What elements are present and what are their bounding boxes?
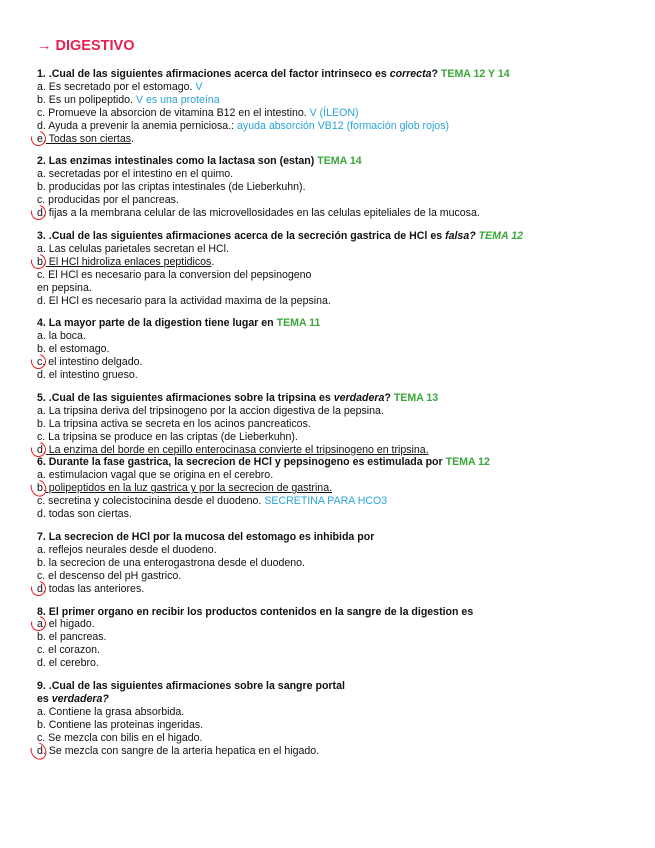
- option-a: a. la boca.: [37, 330, 86, 343]
- option-a: a. Las celulas parietales secretan el HCl.: [37, 242, 229, 255]
- option-b: b. La tripsina activa se secreta en los acinos pancreaticos.: [37, 417, 311, 430]
- question-text: 8. El primer organo en recibir los productos contenidos en la sangre de la digestion es: [37, 605, 474, 618]
- option-d-selected: d. fijas a la membrana celular de las microvellosidades en las celulas epiteliales de la mucosa.: [37, 207, 637, 220]
- document-page: [37, 38, 637, 768]
- option-c-continued: en pepsina.: [37, 281, 92, 294]
- question-text: 5. .Cual de las siguientes afirmaciones sobre la tripsina es verdadera? TEMA 13: [37, 391, 439, 404]
- question-7: [37, 531, 637, 596]
- option-b: b. la secrecion de una enterogastrona desde el duodeno.: [37, 556, 305, 569]
- question-text: 4. La mayor parte de la digestion tiene lugar en TEMA 11: [37, 317, 321, 330]
- question-1: [37, 68, 637, 145]
- option-c: c. producidas por el pancreas.: [37, 194, 179, 207]
- option-b: b. Contiene las proteinas ingeridas.: [37, 718, 204, 731]
- topic-tag: TEMA 11: [276, 317, 321, 330]
- topic-tag: TEMA 12: [445, 456, 490, 469]
- option-b: b. producidas por las criptas intestinales (de Lieberkuhn).: [37, 181, 306, 194]
- question-5: [37, 392, 637, 457]
- question-2: [37, 155, 637, 220]
- option-b-selected: b. polipeptidos en la luz gastrica y por la secrecion de gastrina.: [37, 482, 637, 495]
- option-b: b. el estomago.: [37, 343, 110, 356]
- question-9: [37, 680, 637, 757]
- question-3: [37, 230, 637, 307]
- option-c: c. La tripsina se produce en las criptas (de Lieberkuhn).: [37, 430, 298, 443]
- option-c-selected: c. el intestino delgado.: [37, 356, 637, 369]
- option-c: c. el corazon.: [37, 644, 101, 657]
- option-a: a. La tripsina deriva del tripsinogeno por la accion digestiva de la pepsina.: [37, 404, 384, 417]
- question-4: [37, 317, 637, 382]
- handwritten-note: SECRETINA PARA HCO3: [261, 495, 388, 508]
- handwritten-note: ayuda absorción VB12 (formación glob rojos): [234, 119, 450, 132]
- page-title: → DIGESTIVO: [37, 38, 135, 54]
- option-d-selected: d. La enzima del borde en cepillo enterocinasa convierte el tripsinogeno en tripsina.: [37, 444, 637, 457]
- option-d: d. Ayuda a prevenir la anemia perniciosa.: ayuda absorción VB12 (formación glob rojos): [37, 119, 450, 132]
- question-text: 2. Las enzimas intestinales como la lactasa son (estan) TEMA 14: [37, 155, 362, 168]
- option-c: c. Se mezcla con bilis en el higado.: [37, 731, 203, 744]
- option-c: c. El HCl es necesario para la conversion del pepsinogeno: [37, 268, 312, 281]
- question-text: 1. .Cual de las siguientes afirmaciones acerca del factor intrinseco es correcta? TEMA 12 Y 14: [37, 68, 510, 80]
- option-d: d. el intestino grueso.: [37, 369, 138, 382]
- option-b: b. Es un polipeptido. V es una proteína: [37, 93, 220, 106]
- question-6: [37, 456, 637, 521]
- option-a-selected: a. el higado.: [37, 618, 637, 631]
- question-text: 3. .Cual de las siguientes afirmaciones acerca de la secreción gastrica de HCl es falsa? TEMA 12: [37, 229, 523, 242]
- question-text: 9. .Cual de las siguientes afirmaciones sobre la sangre portal: [37, 680, 345, 693]
- option-a: a. estimulacion vagal que se origina en el cerebro.: [37, 469, 274, 482]
- option-b: b. el pancreas.: [37, 631, 107, 644]
- question-text: 7. La secrecion de HCl por la mucosa del estomago es inhibida por: [37, 531, 375, 543]
- option-c: c. el descenso del pH gastrico.: [37, 569, 182, 582]
- topic-tag: TEMA 14: [317, 155, 362, 168]
- option-d-selected: d. todas las anteriores.: [37, 583, 637, 596]
- topic-tag: TEMA 12: [475, 229, 523, 242]
- option-a: a. Contiene la grasa absorbida.: [37, 705, 185, 718]
- handwritten-note: V es una proteína: [133, 93, 220, 106]
- question-8: [37, 606, 637, 671]
- option-a: a. reflejos neurales desde el duodeno.: [37, 543, 217, 556]
- option-e-selected: e. Todas son ciertas.: [37, 133, 637, 146]
- handwritten-note: V: [192, 80, 203, 93]
- option-c: c. Promueve la absorcion de vitamina B12 en el intestino. V (ÍLEON): [37, 106, 359, 119]
- handwritten-note: V (ÍLEON): [306, 106, 359, 119]
- option-d: d. todas son ciertas.: [37, 508, 132, 521]
- option-b-selected: b. El HCl hidroliza enlaces peptidicos.: [37, 256, 637, 269]
- option-d: d. El HCl es necesario para la actividad maxima de la pepsina.: [37, 294, 331, 307]
- topic-tag: TEMA 13: [393, 391, 439, 404]
- option-a: a. Es secretado por el estomago. V: [37, 80, 203, 93]
- question-text: 6. Durante la fase gastrica, la secrecion de HCl y pepsinogeno es estimulada por TEMA 12: [37, 456, 490, 469]
- option-c: c. secretina y colecistocinina desde el duodeno. SECRETINA PARA HCO3: [37, 495, 388, 508]
- question-text-continued: es verdadera?: [37, 692, 109, 705]
- option-a: a. secretadas por el intestino en el quimo.: [37, 168, 234, 181]
- topic-tag: TEMA 12 Y 14: [440, 68, 510, 80]
- option-d: d. el cerebro.: [37, 657, 99, 670]
- option-d-selected: d. Se mezcla con sangre de la arteria hepatica en el higado.: [37, 745, 637, 758]
